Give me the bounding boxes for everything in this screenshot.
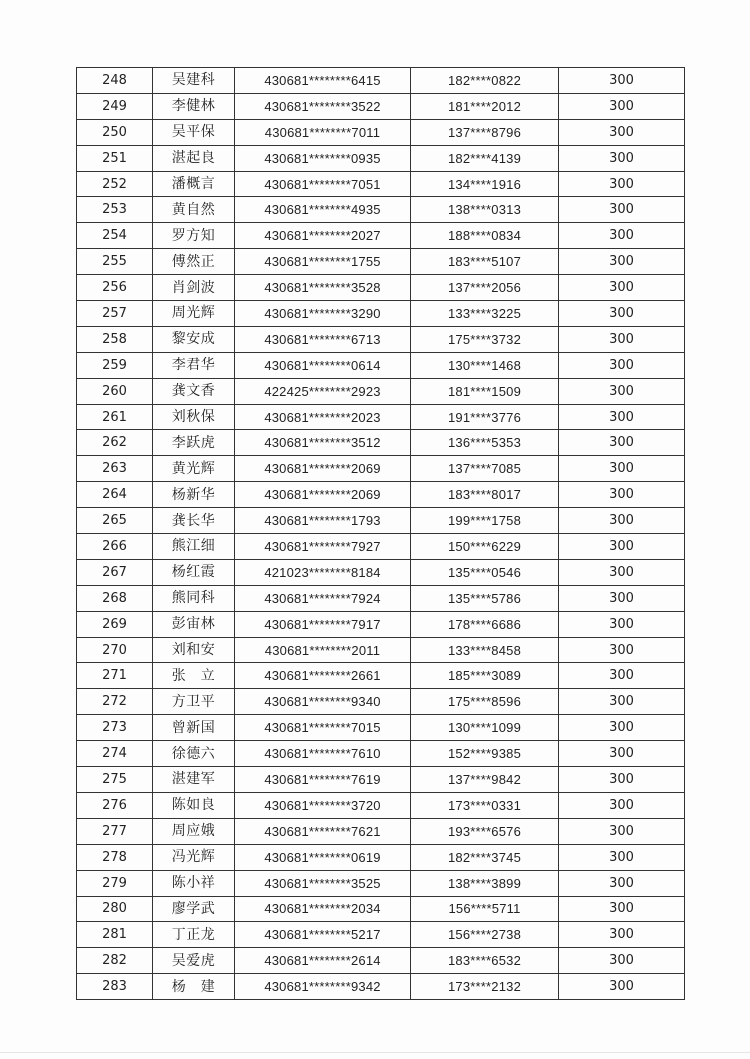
amount-cell: 300 [559, 741, 685, 767]
phone-number-cell: 185****3089 [411, 663, 559, 689]
id-number-cell: 430681********3522 [235, 93, 411, 119]
name-cell: 吴建科 [153, 68, 235, 94]
phone-number-cell: 134****1916 [411, 171, 559, 197]
phone-number-cell: 136****5353 [411, 430, 559, 456]
id-number-cell: 430681********9342 [235, 974, 411, 1000]
phone-number-cell: 183****6532 [411, 948, 559, 974]
row-number-cell: 250 [77, 119, 153, 145]
table-row [77, 870, 685, 896]
amount-cell: 300 [559, 818, 685, 844]
name-cell: 傅然正 [153, 249, 235, 275]
phone-number-cell: 181****1509 [411, 378, 559, 404]
name-cell: 冯光辉 [153, 844, 235, 870]
id-number-cell: 430681********6713 [235, 326, 411, 352]
phone-number-cell: 130****1468 [411, 352, 559, 378]
name-cell: 李健林 [153, 93, 235, 119]
id-number-cell: 430681********0619 [235, 844, 411, 870]
phone-number-cell: 137****7085 [411, 456, 559, 482]
name-cell: 肖剑波 [153, 275, 235, 301]
table-row [77, 611, 685, 637]
id-number-cell: 430681********3290 [235, 301, 411, 327]
amount-cell: 300 [559, 689, 685, 715]
table-row [77, 352, 685, 378]
id-number-cell: 430681********3512 [235, 430, 411, 456]
table-row [77, 223, 685, 249]
table-row [77, 482, 685, 508]
amount-cell: 300 [559, 378, 685, 404]
row-number-cell: 282 [77, 948, 153, 974]
name-cell: 张 立 [153, 663, 235, 689]
amount-cell: 300 [559, 352, 685, 378]
table-row [77, 767, 685, 793]
row-number-cell: 258 [77, 326, 153, 352]
amount-cell: 300 [559, 249, 685, 275]
name-cell: 李君华 [153, 352, 235, 378]
phone-number-cell: 188****0834 [411, 223, 559, 249]
row-number-cell: 268 [77, 585, 153, 611]
id-number-cell: 430681********7621 [235, 818, 411, 844]
roster-table [76, 67, 685, 1000]
row-number-cell: 278 [77, 844, 153, 870]
amount-cell: 300 [559, 922, 685, 948]
row-number-cell: 252 [77, 171, 153, 197]
table-row [77, 559, 685, 585]
phone-number-cell: 183****8017 [411, 482, 559, 508]
row-number-cell: 283 [77, 974, 153, 1000]
amount-cell: 300 [559, 534, 685, 560]
phone-number-cell: 181****2012 [411, 93, 559, 119]
table-row [77, 818, 685, 844]
id-number-cell: 430681********3525 [235, 870, 411, 896]
row-number-cell: 272 [77, 689, 153, 715]
phone-number-cell: 133****3225 [411, 301, 559, 327]
name-cell: 吴爱虎 [153, 948, 235, 974]
row-number-cell: 259 [77, 352, 153, 378]
table-row [77, 534, 685, 560]
id-number-cell: 430681********7015 [235, 715, 411, 741]
row-number-cell: 277 [77, 818, 153, 844]
roster-table-body [77, 68, 685, 1000]
amount-cell: 300 [559, 792, 685, 818]
amount-cell: 300 [559, 404, 685, 430]
amount-cell: 300 [559, 767, 685, 793]
table-row [77, 844, 685, 870]
table-row [77, 792, 685, 818]
amount-cell: 300 [559, 870, 685, 896]
row-number-cell: 273 [77, 715, 153, 741]
phone-number-cell: 182****4139 [411, 145, 559, 171]
row-number-cell: 269 [77, 611, 153, 637]
table-row [77, 948, 685, 974]
table-row [77, 689, 685, 715]
table-row [77, 508, 685, 534]
amount-cell: 300 [559, 326, 685, 352]
phone-number-cell: 175****8596 [411, 689, 559, 715]
amount-cell: 300 [559, 145, 685, 171]
name-cell: 廖学武 [153, 896, 235, 922]
row-number-cell: 251 [77, 145, 153, 171]
amount-cell: 300 [559, 663, 685, 689]
amount-cell: 300 [559, 93, 685, 119]
id-number-cell: 430681********1755 [235, 249, 411, 275]
id-number-cell: 430681********7011 [235, 119, 411, 145]
table-row [77, 741, 685, 767]
id-number-cell: 430681********2011 [235, 637, 411, 663]
table-row [77, 93, 685, 119]
id-number-cell: 430681********3720 [235, 792, 411, 818]
row-number-cell: 255 [77, 249, 153, 275]
amount-cell: 300 [559, 844, 685, 870]
id-number-cell: 430681********2069 [235, 482, 411, 508]
table-row [77, 249, 685, 275]
amount-cell: 300 [559, 896, 685, 922]
phone-number-cell: 182****3745 [411, 844, 559, 870]
id-number-cell: 430681********2069 [235, 456, 411, 482]
page-edge-line [0, 1052, 750, 1053]
row-number-cell: 266 [77, 534, 153, 560]
phone-number-cell: 173****2132 [411, 974, 559, 1000]
amount-cell: 300 [559, 275, 685, 301]
name-cell: 陈小祥 [153, 870, 235, 896]
table-row [77, 119, 685, 145]
row-number-cell: 279 [77, 870, 153, 896]
id-number-cell: 430681********2027 [235, 223, 411, 249]
table-row [77, 301, 685, 327]
id-number-cell: 430681********0935 [235, 145, 411, 171]
name-cell: 李跃虎 [153, 430, 235, 456]
row-number-cell: 264 [77, 482, 153, 508]
id-number-cell: 430681********7924 [235, 585, 411, 611]
phone-number-cell: 191****3776 [411, 404, 559, 430]
id-number-cell: 430681********2614 [235, 948, 411, 974]
id-number-cell: 430681********7051 [235, 171, 411, 197]
row-number-cell: 262 [77, 430, 153, 456]
amount-cell: 300 [559, 508, 685, 534]
row-number-cell: 271 [77, 663, 153, 689]
name-cell: 丁正龙 [153, 922, 235, 948]
phone-number-cell: 156****5711 [411, 896, 559, 922]
id-number-cell: 430681********9340 [235, 689, 411, 715]
id-number-cell: 430681********7619 [235, 767, 411, 793]
row-number-cell: 256 [77, 275, 153, 301]
row-number-cell: 275 [77, 767, 153, 793]
id-number-cell: 430681********0614 [235, 352, 411, 378]
table-row [77, 637, 685, 663]
name-cell: 黄自然 [153, 197, 235, 223]
id-number-cell: 430681********7927 [235, 534, 411, 560]
name-cell: 黎安成 [153, 326, 235, 352]
row-number-cell: 270 [77, 637, 153, 663]
name-cell: 方卫平 [153, 689, 235, 715]
row-number-cell: 260 [77, 378, 153, 404]
phone-number-cell: 137****2056 [411, 275, 559, 301]
amount-cell: 300 [559, 197, 685, 223]
phone-number-cell: 150****6229 [411, 534, 559, 560]
phone-number-cell: 199****1758 [411, 508, 559, 534]
table-row [77, 145, 685, 171]
id-number-cell: 430681********2023 [235, 404, 411, 430]
amount-cell: 300 [559, 715, 685, 741]
amount-cell: 300 [559, 223, 685, 249]
amount-cell: 300 [559, 585, 685, 611]
amount-cell: 300 [559, 974, 685, 1000]
table-row [77, 275, 685, 301]
table-row [77, 197, 685, 223]
table-row [77, 378, 685, 404]
phone-number-cell: 173****0331 [411, 792, 559, 818]
row-number-cell: 253 [77, 197, 153, 223]
amount-cell: 300 [559, 637, 685, 663]
id-number-cell: 430681********4935 [235, 197, 411, 223]
table-row [77, 585, 685, 611]
amount-cell: 300 [559, 559, 685, 585]
row-number-cell: 274 [77, 741, 153, 767]
phone-number-cell: 152****9385 [411, 741, 559, 767]
name-cell: 湛建军 [153, 767, 235, 793]
name-cell: 龚长华 [153, 508, 235, 534]
name-cell: 吴平保 [153, 119, 235, 145]
table-row [77, 68, 685, 94]
row-number-cell: 280 [77, 896, 153, 922]
row-number-cell: 267 [77, 559, 153, 585]
name-cell: 潘概言 [153, 171, 235, 197]
row-number-cell: 249 [77, 93, 153, 119]
amount-cell: 300 [559, 171, 685, 197]
amount-cell: 300 [559, 482, 685, 508]
phone-number-cell: 135****5786 [411, 585, 559, 611]
phone-number-cell: 135****0546 [411, 559, 559, 585]
name-cell: 刘和安 [153, 637, 235, 663]
amount-cell: 300 [559, 430, 685, 456]
row-number-cell: 263 [77, 456, 153, 482]
name-cell: 陈如良 [153, 792, 235, 818]
table-row [77, 430, 685, 456]
row-number-cell: 254 [77, 223, 153, 249]
name-cell: 曾新国 [153, 715, 235, 741]
table-row [77, 404, 685, 430]
row-number-cell: 261 [77, 404, 153, 430]
phone-number-cell: 183****5107 [411, 249, 559, 275]
phone-number-cell: 133****8458 [411, 637, 559, 663]
amount-cell: 300 [559, 456, 685, 482]
name-cell: 龚文香 [153, 378, 235, 404]
name-cell: 杨新华 [153, 482, 235, 508]
id-number-cell: 430681********1793 [235, 508, 411, 534]
table-row [77, 663, 685, 689]
name-cell: 刘秋保 [153, 404, 235, 430]
row-number-cell: 276 [77, 792, 153, 818]
id-number-cell: 430681********6415 [235, 68, 411, 94]
id-number-cell: 430681********3528 [235, 275, 411, 301]
table-row [77, 326, 685, 352]
phone-number-cell: 138****3899 [411, 870, 559, 896]
id-number-cell: 430681********2034 [235, 896, 411, 922]
id-number-cell: 430681********5217 [235, 922, 411, 948]
name-cell: 杨红霞 [153, 559, 235, 585]
name-cell: 湛起良 [153, 145, 235, 171]
row-number-cell: 265 [77, 508, 153, 534]
name-cell: 周应娥 [153, 818, 235, 844]
phone-number-cell: 138****0313 [411, 197, 559, 223]
table-row [77, 922, 685, 948]
row-number-cell: 281 [77, 922, 153, 948]
phone-number-cell: 182****0822 [411, 68, 559, 94]
phone-number-cell: 156****2738 [411, 922, 559, 948]
id-number-cell: 430681********7917 [235, 611, 411, 637]
id-number-cell: 421023********8184 [235, 559, 411, 585]
table-row [77, 896, 685, 922]
amount-cell: 300 [559, 68, 685, 94]
phone-number-cell: 175****3732 [411, 326, 559, 352]
amount-cell: 300 [559, 301, 685, 327]
amount-cell: 300 [559, 119, 685, 145]
row-number-cell: 248 [77, 68, 153, 94]
name-cell: 彭宙林 [153, 611, 235, 637]
name-cell: 徐德六 [153, 741, 235, 767]
name-cell: 杨 建 [153, 974, 235, 1000]
phone-number-cell: 137****8796 [411, 119, 559, 145]
name-cell: 熊同科 [153, 585, 235, 611]
name-cell: 熊江细 [153, 534, 235, 560]
phone-number-cell: 178****6686 [411, 611, 559, 637]
table-row [77, 974, 685, 1000]
name-cell: 黄光辉 [153, 456, 235, 482]
phone-number-cell: 130****1099 [411, 715, 559, 741]
amount-cell: 300 [559, 948, 685, 974]
id-number-cell: 430681********2661 [235, 663, 411, 689]
table-row [77, 171, 685, 197]
amount-cell: 300 [559, 611, 685, 637]
table-row [77, 715, 685, 741]
id-number-cell: 430681********7610 [235, 741, 411, 767]
table-row [77, 456, 685, 482]
name-cell: 罗方知 [153, 223, 235, 249]
phone-number-cell: 193****6576 [411, 818, 559, 844]
phone-number-cell: 137****9842 [411, 767, 559, 793]
name-cell: 周光辉 [153, 301, 235, 327]
row-number-cell: 257 [77, 301, 153, 327]
id-number-cell: 422425********2923 [235, 378, 411, 404]
